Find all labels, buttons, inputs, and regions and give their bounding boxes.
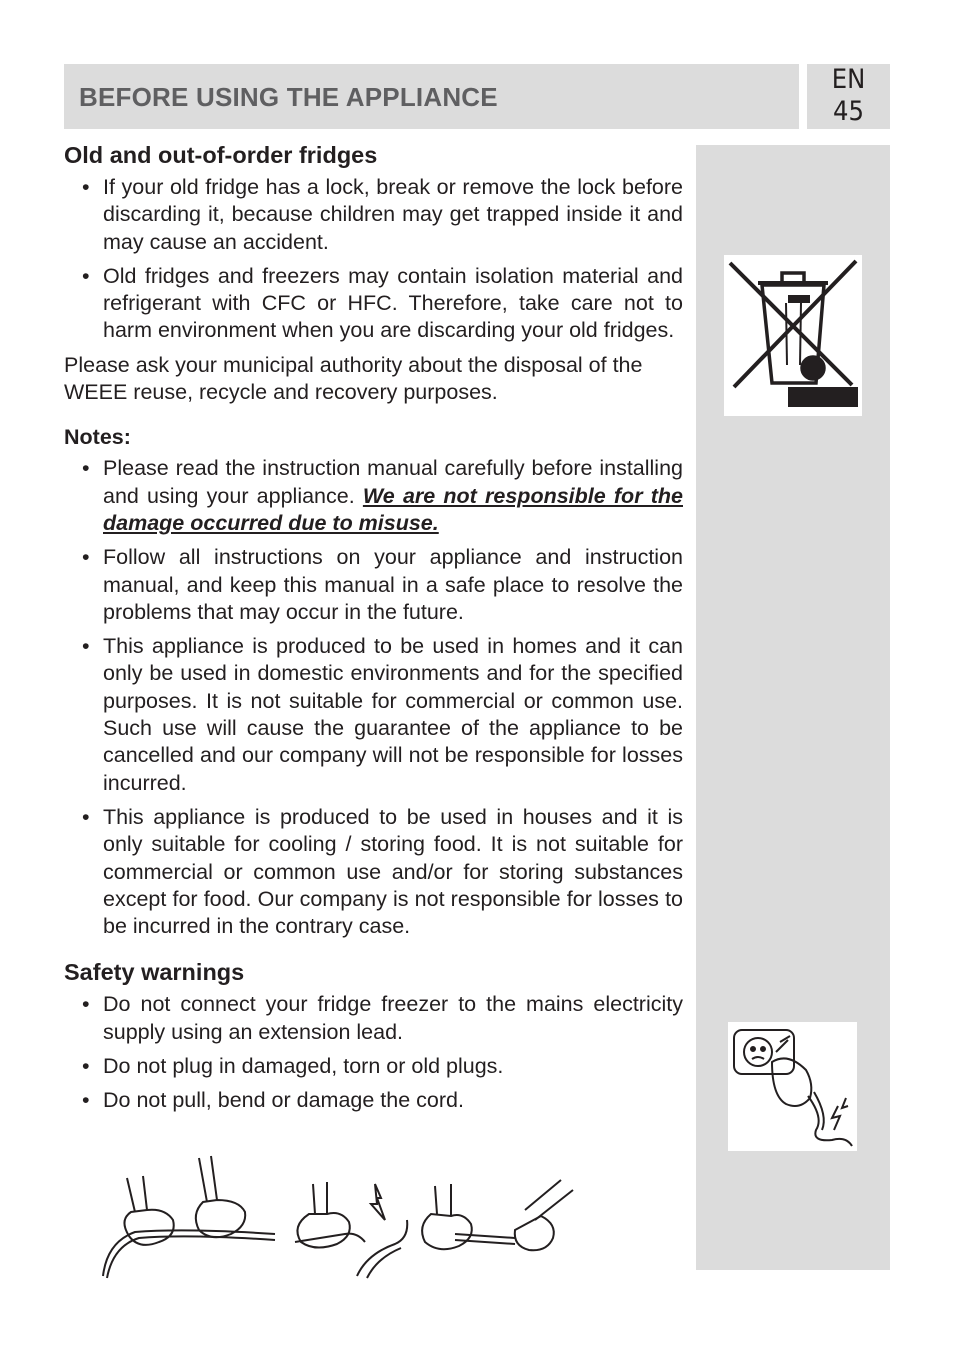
section-heading-safety: Safety warnings [64,959,245,986]
section-heading-old-fridges: Old and out-of-order fridges [64,142,378,168]
list-item: • This appliance is produced to be used in houses and it is only suitable for cooling / storing food. It is not suitable for commercial or common use and/or for storing substances except for food. Our company is not responsible for losses to be incurred in the contrary case. [64,804,683,940]
page-number: 45 [833,96,864,127]
cord-handling-illustration [95,1150,580,1280]
notes-heading: Notes: [64,425,131,450]
weee-bin-icon [724,255,862,416]
header-bar [64,64,799,129]
disclaimer-emphasis: We are not responsible for the damage occurred due to misuse. [103,483,683,535]
page-tag [807,64,890,129]
notes-bullet-text: Please read the instruction manual carefully before installing and using your appliance. [103,456,683,508]
main-content [64,140,683,1122]
notes-list [64,455,683,940]
list-item: • This appliance is produced to be used in homes and it can only be used in domestic environments and for the specified purposes. It is not suitable for commercial or common use. Such use will cause the guarantee of the appliance to be cancelled and our company will not be responsible for losses incurred. [64,633,683,797]
list-item [64,455,683,537]
list-item: • Follow all instructions on your appliance and instruction manual, and keep this manual in a safe place to resolve the problems that may occur in the future. [64,544,683,626]
old-fridges-list [64,174,683,345]
list-item: • Old fridges and freezers may contain isolation material and refrigerant with CFC or HFC. Therefore, take care not to harm environment when you are discarding your old fridges. [64,263,683,345]
weee-paragraph: Please ask your municipal authority about the disposal of the WEEE reuse, recycle and recovery purposes. [64,352,643,405]
page-title: BEFORE USING THE APPLIANCE [79,82,498,112]
list-item: • If your old fridge has a lock, break or remove the lock before discarding it, because children may get trapped inside it and may cause an accident. [64,174,683,256]
list-item: • Do not pull, bend or damage the cord. [64,1087,683,1114]
safety-list [64,991,683,1114]
damaged-plug-icon [728,1022,857,1151]
language-code: EN [831,64,866,95]
list-item: • Do not plug in damaged, torn or old plugs. [64,1053,683,1080]
list-item: • Do not connect your fridge freezer to the mains electricity supply using an extension lead. [64,991,683,1046]
